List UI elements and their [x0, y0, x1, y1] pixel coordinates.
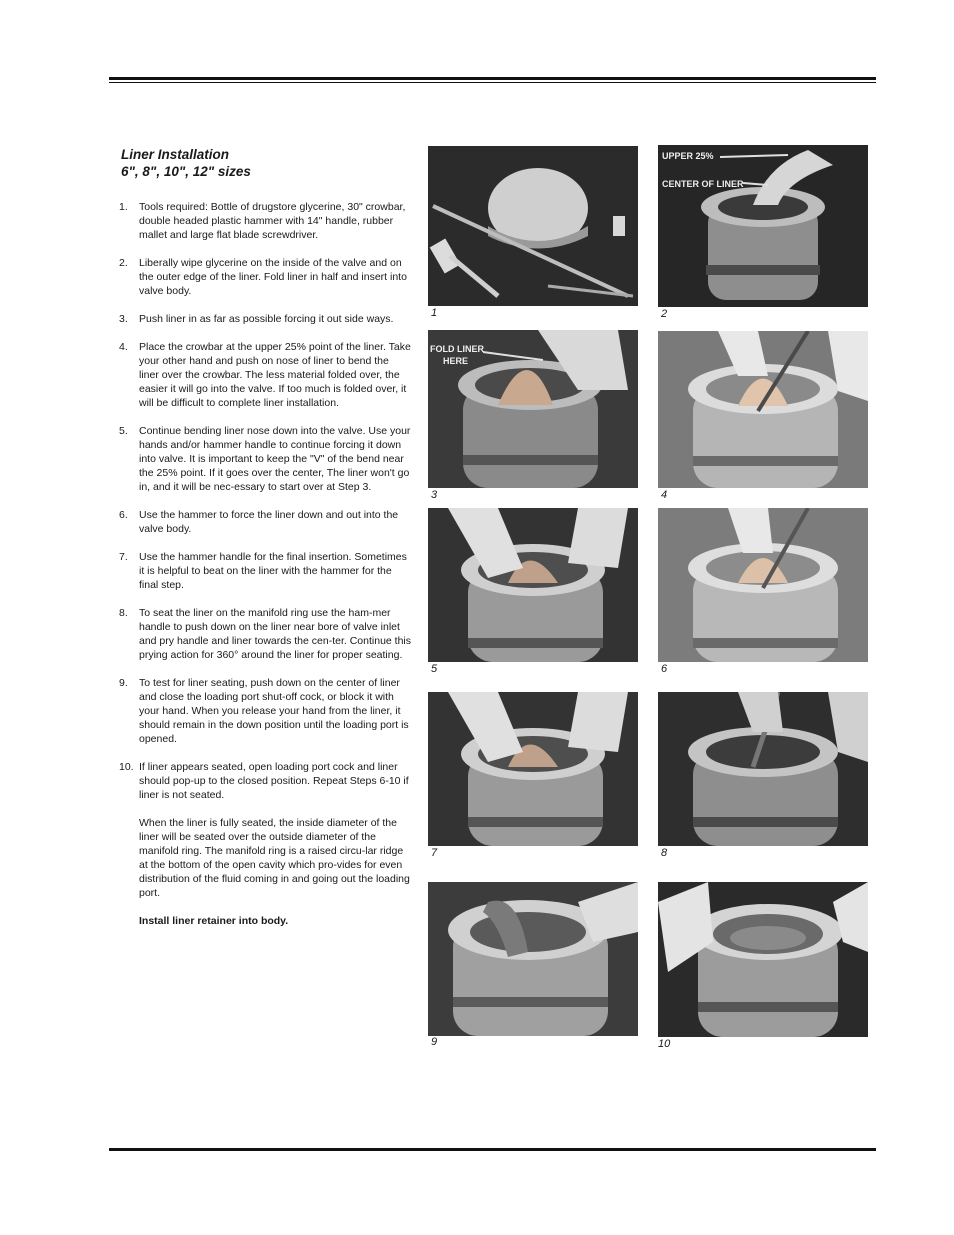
step-number: 1. [119, 201, 128, 213]
step-number: 6. [119, 509, 128, 521]
step-text: Continue bending liner nose down into the valve. Use your hands and/or hammer handle to continue forcing it down into valve. It is important to keep the "V" of the bend near the 25% point. If it goes over the center, The liner won't go in, and it will be nec-essary to start over at Step 3. [139, 425, 411, 493]
photo-1-tools [428, 146, 638, 306]
photo-9-test-seating [428, 882, 638, 1036]
step-number: 2. [119, 257, 128, 269]
instructions-column [121, 146, 411, 928]
step-item [121, 676, 411, 746]
step-item [121, 550, 411, 592]
step-number: 5. [119, 425, 128, 437]
photo-label: HERE [443, 356, 469, 366]
photo-10-liner-seated [658, 882, 868, 1037]
photo-7-final-insertion [428, 692, 638, 846]
photo-6-hammer [658, 508, 868, 662]
step-text: Use the hammer to force the liner down and out into the valve body. [139, 509, 399, 535]
step-item [121, 200, 411, 242]
top-rule-thin [109, 82, 876, 83]
photo-2-liner-markings [658, 145, 868, 307]
photo-caption: 4 [661, 489, 668, 501]
seating-note: When the liner is fully seated, the inside diameter of the liner will be seated over the outside diameter of the manifold ring. The manifold ring is a raised circu-lar ridge at the bottom of the open cavity which pro-vides for even distribution of the fluid coming in and going out the loading port. [139, 817, 410, 899]
photo-3-fold-liner [428, 330, 638, 488]
step-text: If liner appears seated, open loading port cock and liner should pop-up to the closed position. Repeat Steps 6-10 if liner is not seated. [139, 761, 409, 801]
step-text: Place the crowbar at the upper 25% point of the liner. Take your other hand and push on nose of liner to bend the liner over the crowbar. The less material folded over, the easier it will go into the valve. If too much is folded over, it will be difficult to complete liner installation. [139, 341, 411, 409]
photo-caption: 3 [431, 489, 438, 501]
top-rule-thick [109, 77, 876, 80]
step-number: 7. [119, 551, 128, 563]
photo-8-seat-liner [658, 692, 868, 846]
step-text: Use the hammer handle for the final insertion. Sometimes it is helpful to beat on the liner with the hammer for the final step. [139, 551, 407, 591]
photo-caption: 9 [431, 1036, 438, 1048]
step-item [121, 760, 411, 802]
photo-caption: 7 [431, 847, 438, 859]
step-number: 10. [119, 761, 134, 773]
section-heading [121, 146, 411, 180]
photo-label: FOLD LINER [430, 344, 484, 354]
photo-5-bend-liner [428, 508, 638, 662]
step-text: Push liner in as far as possible forcing it out side ways. [139, 313, 394, 325]
step-item [121, 256, 411, 298]
photo-label: UPPER 25% [662, 151, 714, 161]
photo-label: CENTER OF LINER [662, 179, 744, 189]
steps-list [121, 200, 411, 802]
step-item [121, 312, 411, 326]
photo-caption: 2 [661, 308, 668, 320]
photo-caption: 5 [431, 663, 438, 675]
step-item [121, 606, 411, 662]
step-item [121, 508, 411, 536]
step-number: 3. [119, 313, 128, 325]
heading-sizes: 6", 8", 10", 12" sizes [121, 164, 251, 179]
photo-caption: 10 [658, 1038, 671, 1050]
step-text: Tools required: Bottle of drugstore glycerine, 30" crowbar, double headed plastic hammer with 14" handle, rubber mallet and large flat blade screwdriver. [139, 201, 406, 241]
photo-4-crowbar [658, 331, 868, 488]
step-number: 8. [119, 607, 128, 619]
bottom-rule [109, 1148, 876, 1151]
step-number: 4. [119, 341, 128, 353]
photo-caption: 6 [661, 663, 668, 675]
step-item [121, 424, 411, 494]
photo-caption: 8 [661, 847, 668, 859]
install-retainer-note: Install liner retainer into body. [139, 915, 289, 927]
photo-caption: 1 [431, 307, 438, 319]
step-text: To seat the liner on the manifold ring use the ham-mer handle to push down on the liner near bore of valve inlet and pry handle and liner towards the cen-ter. Continue this prying action for 360° around the liner for proper seating. [139, 607, 412, 661]
heading-title: Liner Installation [121, 147, 230, 162]
step-item [121, 340, 411, 410]
step-text: Liberally wipe glycerine on the inside of the valve and on the outer edge of the liner. Fold liner in half and insert into valve body. [139, 257, 407, 297]
step-number: 9. [119, 677, 128, 689]
step-text: To test for liner seating, push down on the center of liner and close the loading port shut-off cock, or block it with your hand. When you release your hand from the liner, it should remain in the down position until the loading port is opened. [139, 677, 409, 745]
